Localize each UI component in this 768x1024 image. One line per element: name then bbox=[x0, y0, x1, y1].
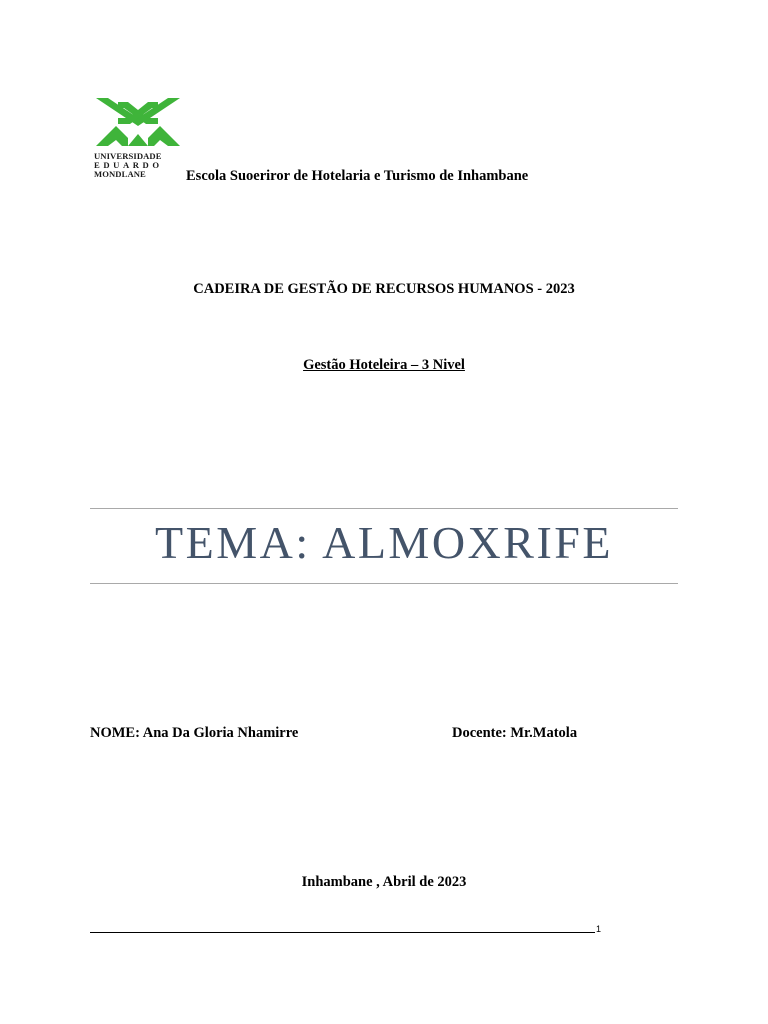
logo-text-universidade: UNIVERSIDADE bbox=[94, 151, 162, 161]
logo-text-mondlane: MONDLANE bbox=[94, 169, 146, 179]
program-line bbox=[0, 357, 768, 374]
student-name: NOME: Ana Da Gloria Nhamirre bbox=[90, 725, 299, 741]
place-and-date: Inhambane , Abril de 2023 bbox=[301, 874, 467, 890]
footer-rule bbox=[90, 932, 595, 933]
course-title: CADEIRA DE GESTÃO DE RECURSOS HUMANOS - 2023 bbox=[193, 281, 575, 297]
page-number: 1 bbox=[596, 924, 602, 934]
school-name: Escola Suoeriror de Hotelaria e Turismo de Inhambane bbox=[186, 168, 529, 184]
title-rule-bottom bbox=[90, 583, 678, 584]
logo-text-eduardo: EDUARDO bbox=[94, 160, 163, 170]
teacher-name: Docente: Mr.Matola bbox=[452, 725, 578, 741]
university-logo bbox=[94, 96, 182, 180]
title-rule-top bbox=[90, 508, 678, 509]
theme-title: TEMA: ALMOXRIFE bbox=[155, 517, 613, 568]
university-emblem-icon bbox=[94, 96, 182, 152]
program-label: Gestão Hoteleira – 3 Nivel bbox=[303, 357, 465, 373]
